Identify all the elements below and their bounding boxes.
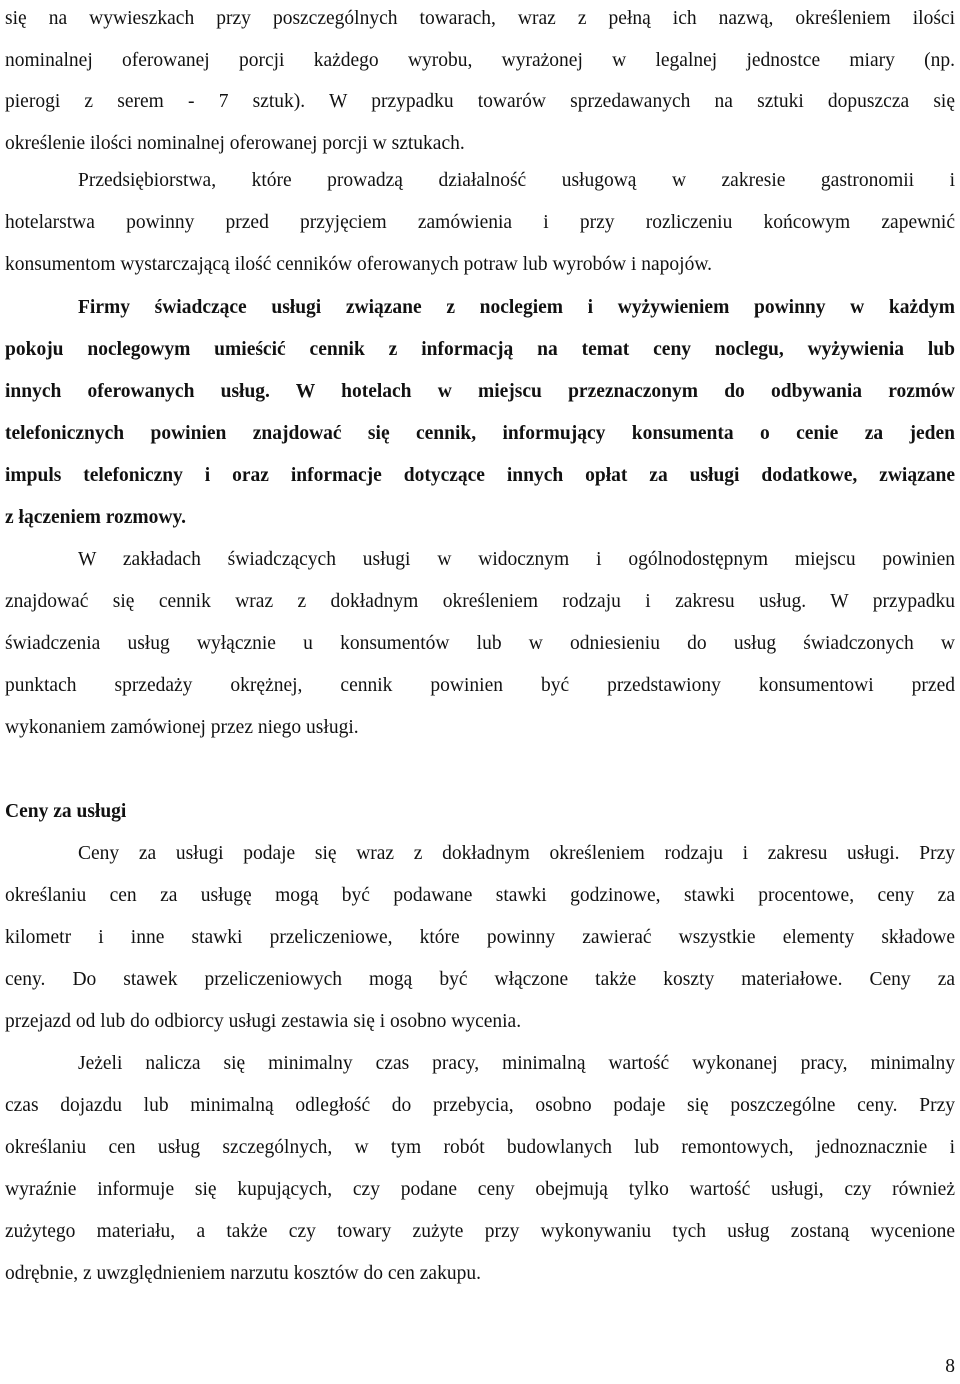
paragraph-3-line-3 [5,376,955,408]
paragraph-4-line-2: znajdować się cennik wraz z dokładnym określeniem rodzaju i zakresu usług. W przypadku [5,591,955,612]
paragraph-2-line-2: hotelarstwa powinny przed przyjęciem zamówienia i przy rozliczeniu końcowym zapewnić [5,212,955,233]
paragraph-3-line-2: pokoju noclegowym umieścić cennik z informacją na temat ceny noclegu, wyżywienia lub [5,339,955,360]
page-number: 8 [945,1356,955,1377]
paragraph-1-line-3: pierogi z serem - 7 sztuk). W przypadku towarów sprzedawanych na sztuki dopuszcza się [5,91,955,112]
paragraph-5-line-1: Ceny za usługi podaje się wraz z dokładnym określeniem rodzaju i zakresu usługi. Przy [78,843,955,864]
paragraph-3-line-6: z łączeniem rozmowy. [5,507,187,528]
paragraph-2-line-1: Przedsiębiorstwa, które prowadzą działalność usługową w zakresie gastronomii i [78,170,955,191]
paragraph-3-line-3-rest: W hotelach w miejscu przeznaczonym do odbywania rozmów [269,381,955,402]
paragraph-5-line-4: ceny. Do stawek przeliczeniowych mogą być włączone także koszty materiałowe. Ceny za [5,969,955,990]
paragraph-4-line-5: wykonaniem zamówionej przez niego usługi. [5,717,359,738]
paragraph-3-line-4: telefonicznych powinien znajdować się cennik, informujący konsumenta o cenie za jeden [5,423,955,444]
paragraph-5-line-3: kilometr i inne stawki przeliczeniowe, które powinny zawierać wszystkie elementy składowe [5,927,955,948]
paragraph-4-line-4: punktach sprzedaży okrężnej, cennik powinien być przedstawiony konsumentowi przed [5,675,955,696]
paragraph-6-line-4: wyraźnie informuje się kupujących, czy podane ceny obejmują tylko wartość usługi, czy również [5,1179,955,1200]
paragraph-4-line-3: świadczenia usług wyłącznie u konsumentów lub w odniesieniu do usług świadczonych w [5,633,955,654]
section-heading: Ceny za usługi [5,801,127,822]
paragraph-1-line-2: nominalnej oferowanej porcji każdego wyrobu, wyrażonej w legalnej jednostce miary (np. [5,50,955,71]
paragraph-1-line-4: określenie ilości nominalnej oferowanej porcji w sztukach. [5,133,465,154]
paragraph-6-line-5: zużytego materiału, a także czy towary zużyte przy wykonywaniu tych usług zostaną wycenione [5,1221,955,1242]
paragraph-6-line-2: czas dojazdu lub minimalną odległość do przebycia, osobno podaje się poszczególne ceny. Przy [5,1095,955,1116]
paragraph-4-line-1: W zakładach świadczących usługi w widocznym i ogólnodostępnym miejscu powinien [78,549,955,570]
paragraph-2-line-3: konsumentom wystarczającą ilość cenników oferowanych potraw lub wyrobów i napojów. [5,254,713,275]
paragraph-3-line-5: impuls telefoniczny i oraz informacje dotyczące innych opłat za usługi dodatkowe, związane [5,465,955,486]
paragraph-3-line-3-bold-part: innych oferowanych usług. [5,381,270,402]
paragraph-6-line-1: Jeżeli nalicza się minimalny czas pracy, minimalną wartość wykonanej pracy, minimalny [78,1053,955,1074]
paragraph-3-line-1: Firmy świadczące usługi związane z noclegiem i wyżywieniem powinny w każdym [78,297,955,318]
paragraph-6-line-6: odrębnie, z uwzględnieniem narzutu kosztów do cen zakupu. [5,1263,481,1284]
paragraph-5-line-2: określaniu cen za usługę mogą być podawane stawki godzinowe, stawki procentowe, ceny za [5,885,955,906]
paragraph-6-line-3: określaniu cen usług szczególnych, w tym robót budowlanych lub remontowych, jednoznacznie i [5,1137,955,1158]
paragraph-5-line-5: przejazd od lub do odbiorcy usługi zestawia się i osobno wycenia. [5,1011,522,1032]
paragraph-1-line-1: się na wywieszkach przy poszczególnych towarach, wraz z pełną ich nazwą, określeniem ilości [5,8,955,29]
